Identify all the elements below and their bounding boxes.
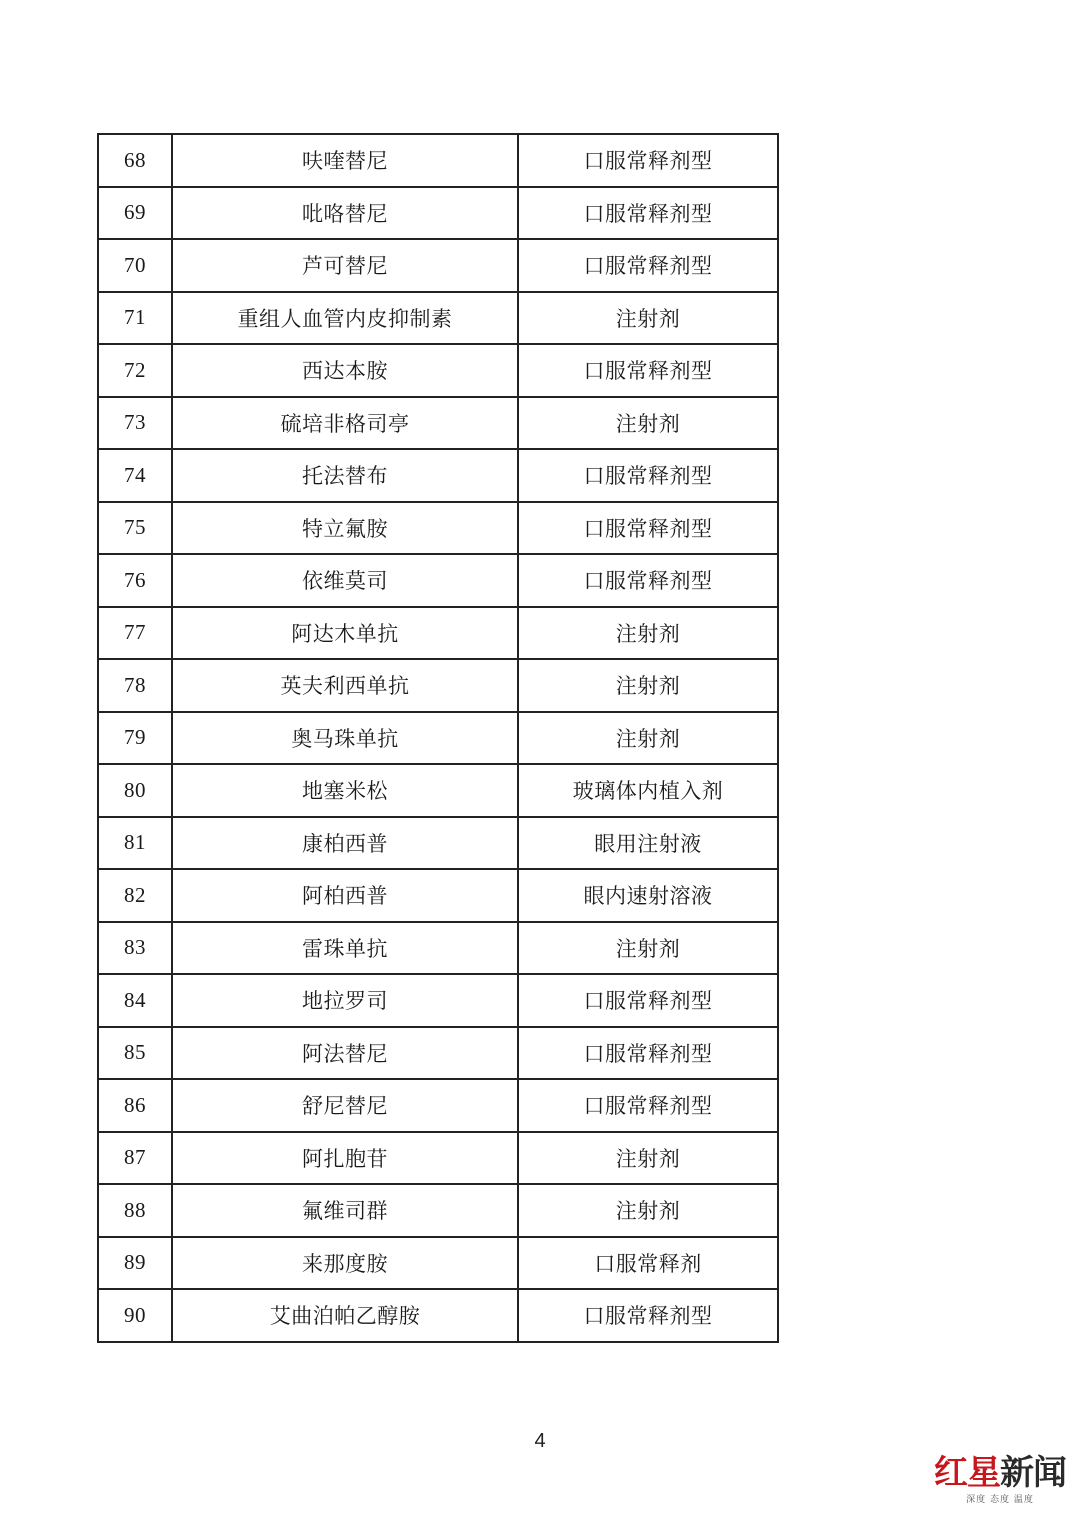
dosage-form: 口服常释剂型 <box>518 134 778 187</box>
dosage-form: 口服常释剂型 <box>518 449 778 502</box>
watermark-tagline: 深度 态度 温度 <box>966 1495 1034 1505</box>
row-number: 84 <box>98 974 172 1027</box>
row-number: 83 <box>98 922 172 975</box>
table-row <box>98 1237 778 1290</box>
drug-name: 舒尼替尼 <box>172 1079 518 1132</box>
page-number: 4 <box>534 1430 546 1452</box>
dosage-form: 口服常释剂型 <box>518 1289 778 1342</box>
dosage-form: 口服常释剂型 <box>518 554 778 607</box>
watermark-title-red: 红星 <box>934 1453 1000 1493</box>
drug-name: 依维莫司 <box>172 554 518 607</box>
dosage-form: 注射剂 <box>518 1132 778 1185</box>
drug-name: 芦可替尼 <box>172 239 518 292</box>
dosage-form: 口服常释剂 <box>518 1237 778 1290</box>
table-row <box>98 1132 778 1185</box>
drug-name: 西达本胺 <box>172 344 518 397</box>
drug-name: 雷珠单抗 <box>172 922 518 975</box>
drug-name: 阿扎胞苷 <box>172 1132 518 1185</box>
table-row <box>98 554 778 607</box>
drug-name: 阿柏西普 <box>172 869 518 922</box>
drug-name: 地塞米松 <box>172 764 518 817</box>
watermark-title <box>930 1452 1070 1494</box>
table-row <box>98 292 778 345</box>
row-number: 74 <box>98 449 172 502</box>
drug-name: 来那度胺 <box>172 1237 518 1290</box>
drug-name: 呋喹替尼 <box>172 134 518 187</box>
row-number: 79 <box>98 712 172 765</box>
drug-name: 托法替布 <box>172 449 518 502</box>
table-row <box>98 922 778 975</box>
row-number: 86 <box>98 1079 172 1132</box>
row-number: 89 <box>98 1237 172 1290</box>
table-row <box>98 134 778 187</box>
row-number: 68 <box>98 134 172 187</box>
table-row <box>98 764 778 817</box>
row-number: 73 <box>98 397 172 450</box>
dosage-form: 口服常释剂型 <box>518 239 778 292</box>
table-row <box>98 817 778 870</box>
dosage-form: 口服常释剂型 <box>518 502 778 555</box>
dosage-form: 口服常释剂型 <box>518 974 778 1027</box>
watermark-title-dark: 新闻 <box>1000 1453 1066 1493</box>
dosage-form: 眼用注射液 <box>518 817 778 870</box>
row-number: 90 <box>98 1289 172 1342</box>
table-row <box>98 397 778 450</box>
dosage-form: 注射剂 <box>518 292 778 345</box>
drug-name: 地拉罗司 <box>172 974 518 1027</box>
drug-name: 氟维司群 <box>172 1184 518 1237</box>
news-watermark-logo <box>930 1452 1070 1522</box>
row-number: 87 <box>98 1132 172 1185</box>
drug-name: 英夫利西单抗 <box>172 659 518 712</box>
dosage-form: 口服常释剂型 <box>518 1027 778 1080</box>
dosage-form: 注射剂 <box>518 659 778 712</box>
row-number: 77 <box>98 607 172 660</box>
dosage-form: 注射剂 <box>518 397 778 450</box>
drug-name: 艾曲泊帕乙醇胺 <box>172 1289 518 1342</box>
table-row <box>98 1079 778 1132</box>
row-number: 71 <box>98 292 172 345</box>
row-number: 81 <box>98 817 172 870</box>
dosage-form: 口服常释剂型 <box>518 187 778 240</box>
drug-name: 重组人血管内皮抑制素 <box>172 292 518 345</box>
table-row <box>98 1027 778 1080</box>
dosage-form: 眼内速射溶液 <box>518 869 778 922</box>
drug-name: 奥马珠单抗 <box>172 712 518 765</box>
drug-name: 阿法替尼 <box>172 1027 518 1080</box>
row-number: 76 <box>98 554 172 607</box>
table-row <box>98 869 778 922</box>
table-row <box>98 187 778 240</box>
row-number: 85 <box>98 1027 172 1080</box>
dosage-form: 注射剂 <box>518 922 778 975</box>
drug-name: 吡咯替尼 <box>172 187 518 240</box>
dosage-form: 玻璃体内植入剂 <box>518 764 778 817</box>
row-number: 75 <box>98 502 172 555</box>
drug-name: 硫培非格司亭 <box>172 397 518 450</box>
row-number: 78 <box>98 659 172 712</box>
dosage-form: 注射剂 <box>518 1184 778 1237</box>
table-row <box>98 974 778 1027</box>
table-row <box>98 502 778 555</box>
table-row <box>98 1289 778 1342</box>
drug-name: 特立氟胺 <box>172 502 518 555</box>
table-row <box>98 659 778 712</box>
row-number: 88 <box>98 1184 172 1237</box>
drug-name: 康柏西普 <box>172 817 518 870</box>
table-row <box>98 1184 778 1237</box>
row-number: 69 <box>98 187 172 240</box>
table-row <box>98 344 778 397</box>
drug-name: 阿达木单抗 <box>172 607 518 660</box>
drug-list-body <box>98 134 778 1342</box>
table-row <box>98 449 778 502</box>
table-row <box>98 239 778 292</box>
row-number: 70 <box>98 239 172 292</box>
table-row <box>98 712 778 765</box>
table-row <box>98 607 778 660</box>
dosage-form: 注射剂 <box>518 712 778 765</box>
row-number: 82 <box>98 869 172 922</box>
dosage-form: 口服常释剂型 <box>518 1079 778 1132</box>
row-number: 72 <box>98 344 172 397</box>
drug-list-table <box>97 133 779 1343</box>
dosage-form: 注射剂 <box>518 607 778 660</box>
dosage-form: 口服常释剂型 <box>518 344 778 397</box>
row-number: 80 <box>98 764 172 817</box>
